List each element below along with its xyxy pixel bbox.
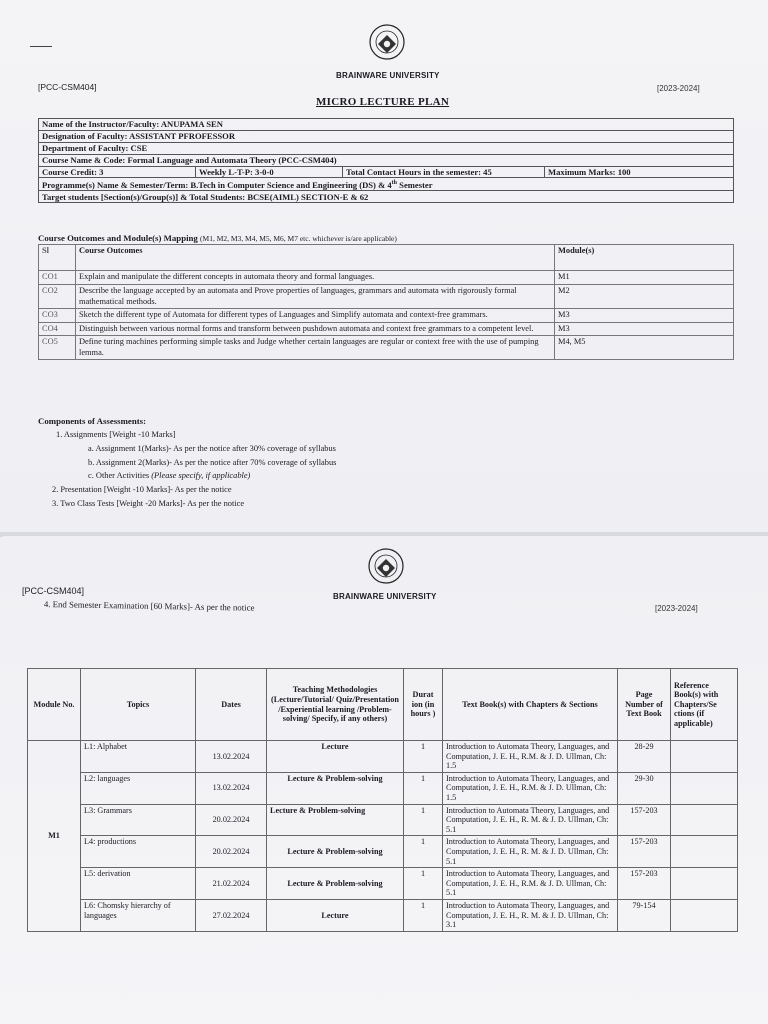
co-header-module: Module(s) [555, 245, 734, 271]
teaching-method: Lecture [267, 899, 404, 931]
total-contact-hours: Total Contact Hours in the semester: 45 [343, 166, 545, 178]
header-text-books: Text Book(s) with Chapters & Sections [443, 669, 618, 741]
page-number: 28-29 [618, 741, 671, 773]
text-book: Introduction to Automata Theory, Languages, and Computation, J. E. H., R.M. & J. D. Ullman, Ch: 1.5 [443, 741, 618, 773]
text-book: Introduction to Automata Theory, Languages, and Computation, J. E. H., R. M. & J. D. Ullman, Ch: 3.1 [443, 899, 618, 931]
course-credit: Course Credit: 3 [39, 166, 196, 178]
teaching-method: Lecture [267, 741, 404, 773]
lecture-date: 27.02.2024 [196, 899, 267, 931]
module-number: M1 [28, 741, 81, 932]
co-sl: CO5 [39, 336, 76, 360]
reference-book [671, 899, 738, 931]
co-module: M3 [555, 309, 734, 323]
topic: L2: languages [81, 772, 196, 804]
duration: 1 [404, 772, 443, 804]
assessments-heading: Components of Assessments: [38, 416, 147, 426]
page-number: 29-30 [618, 772, 671, 804]
lecture-date: 20.02.2024 [196, 804, 267, 836]
duration: 1 [404, 836, 443, 868]
table-row [28, 836, 738, 868]
co-module: M2 [555, 285, 734, 309]
topic: L3: Grammars [81, 804, 196, 836]
table-row [28, 804, 738, 836]
page-title: MICRO LECTURE PLAN [316, 96, 450, 108]
faculty-designation: Designation of Faculty: ASSISTANT PFROFESSOR [39, 130, 734, 142]
university-logo-icon [369, 24, 405, 60]
assessment-subitem: b. Assignment 2(Marks)- As per the notice after 70% coverage of syllabus [88, 457, 337, 467]
programme-text: Programme(s) Name & Semester/Term: B.Tech in Computer Science and Engineering (DS) & 4 [42, 180, 392, 191]
page-number: 79-154 [618, 899, 671, 931]
reference-book [671, 741, 738, 773]
co-sl: CO3 [39, 309, 76, 323]
maximum-marks: Maximum Marks: 100 [545, 166, 734, 178]
table-row [28, 868, 738, 900]
page-two [0, 536, 768, 1024]
target-students: Target students [Section(s)/Group(s)] & Total Students: BCSE(AIML) SECTION-E & 62 [39, 191, 734, 203]
co-heading-note: (M1, M2, M3, M4, M5, M6, M7 etc. whichever is/are applicable) [200, 234, 397, 243]
text-book: Introduction to Automata Theory, Languages, and Computation, J. E. H., R.M. & J. D. Ullman, Ch: 5.1 [443, 868, 618, 900]
assessment-item: 3. Two Class Tests [Weight -20 Marks]- As per the notice [52, 498, 245, 508]
page-number: 157-203 [618, 836, 671, 868]
header-reference-books: Reference Book(s) with Chapters/Se ctions (if applicable) [671, 669, 738, 741]
co-module: M1 [555, 271, 734, 285]
instructor-name: Name of the Instructor/Faculty: ANUPAMA SEN [39, 119, 734, 131]
reference-book [671, 836, 738, 868]
co-module: M4, M5 [555, 336, 734, 360]
course-code: [PCC-CSM404] [22, 586, 85, 596]
header-methodologies: Teaching Methodologies (Lecture/Tutorial/ Quiz/Presentation /Experiential learning /Problem-solving/ Specify, if any others) [267, 669, 404, 741]
text-book: Introduction to Automata Theory, Languages, and Computation, J. E. H., R.M. & J. D. Ullman, Ch: 1.5 [443, 772, 618, 804]
header-topics: Topics [81, 669, 196, 741]
duration: 1 [404, 868, 443, 900]
course-name-code: Course Name & Code: Formal Language and Automata Theory (PCC-CSM404) [39, 154, 734, 166]
academic-year: [2023-2024] [657, 84, 700, 93]
programme-superscript: th [391, 180, 398, 187]
co-heading-text: Course Outcomes and Module(s) Mapping [38, 233, 198, 243]
co-outcome: Distinguish between various normal forms and transform between pushdown automata and context free grammars to a competent level. [76, 322, 555, 336]
assessment-item: 2. Presentation [Weight -10 Marks]- As per the notice [52, 485, 232, 495]
course-outcomes-table [38, 244, 734, 360]
end-sem-exam: 4. End Semester Examination [60 Marks]- As per the notice [43, 598, 255, 613]
assessments-list [52, 428, 337, 511]
assessment-subitem [56, 469, 336, 483]
co-header-sl: Sl [39, 245, 76, 271]
teaching-method: Lecture & Problem-solving [267, 772, 404, 804]
lecture-date: 21.02.2024 [196, 868, 267, 900]
co-sl: CO4 [39, 322, 76, 336]
text-book: Introduction to Automata Theory, Languages, and Computation, J. E. H., R. M. & J. D. Ullman, Ch: 5.1 [443, 836, 618, 868]
co-outcome: Describe the language accepted by an automata and Prove properties of languages, grammars and automata with rigorously formal mathematical methods. [76, 285, 555, 309]
teaching-method: Lecture & Problem-solving [267, 804, 404, 836]
header-page-number: Page Number of Text Book [618, 669, 671, 741]
table-row [28, 899, 738, 931]
university-name: BRAINWARE UNIVERSITY [333, 592, 437, 601]
table-row [28, 741, 738, 773]
table-row [39, 336, 734, 360]
duration: 1 [404, 741, 443, 773]
university-logo-icon [368, 548, 404, 584]
course-code: [PCC-CSM404] [38, 82, 97, 92]
programme-semester [39, 178, 734, 191]
pen-mark [30, 46, 52, 47]
co-sl: CO2 [39, 285, 76, 309]
assessment-subitem: a. Assignment 1(Marks)- As per the notice after 30% coverage of syllabus [88, 443, 336, 453]
topic: L1: Alphabet [81, 741, 196, 773]
duration: 1 [404, 804, 443, 836]
co-outcome: Sketch the different type of Automata for different types of Languages and Simplify automata and context-free grammars. [76, 309, 555, 323]
programme-suffix: Semester [397, 180, 433, 191]
page-number: 157-203 [618, 804, 671, 836]
header-module-no: Module No. [28, 669, 81, 741]
topic: L5: derivation [81, 868, 196, 900]
co-module: M3 [555, 322, 734, 336]
co-header-outcome: Course Outcomes [76, 245, 555, 271]
weekly-ltp: Weekly L-T-P: 3-0-0 [196, 166, 343, 178]
academic-year: [2023-2024] [655, 604, 698, 613]
reference-book [671, 804, 738, 836]
lecture-date: 13.02.2024 [196, 741, 267, 773]
other-activities-label: c. Other Activities [88, 471, 152, 481]
co-sl: CO1 [39, 271, 76, 285]
lecture-date: 20.02.2024 [196, 836, 267, 868]
reference-book [671, 772, 738, 804]
lecture-plan-table [27, 668, 738, 932]
lecture-date: 13.02.2024 [196, 772, 267, 804]
topic: L4: productions [81, 836, 196, 868]
table-row [39, 271, 734, 285]
faculty-department: Department of Faculty: CSE [39, 142, 734, 154]
header-duration: Durat ion (in hours ) [404, 669, 443, 741]
header-dates: Dates [196, 669, 267, 741]
course-info-table [38, 118, 734, 203]
topic: L6: Chomsky hierarchy of languages [81, 899, 196, 931]
page-fold-crease [0, 536, 134, 566]
table-row [39, 322, 734, 336]
co-outcome: Define turing machines performing simple tasks and Judge whether certain languages are regular or context free with the use of pumping lemma. [76, 336, 555, 360]
reference-book [671, 868, 738, 900]
table-row [39, 309, 734, 323]
teaching-method: Lecture & Problem-solving [267, 836, 404, 868]
co-mapping-heading [38, 233, 397, 243]
duration: 1 [404, 899, 443, 931]
assessment-item: 1. Assignments [Weight -10 Marks] [56, 430, 176, 439]
university-name: BRAINWARE UNIVERSITY [336, 71, 440, 80]
table-row [39, 285, 734, 309]
co-outcome: Explain and manipulate the different concepts in automata theory and formal languages. [76, 271, 555, 285]
other-activities-note: (Please specify, if applicable) [151, 471, 251, 481]
page-number: 157-203 [618, 868, 671, 900]
table-row [28, 772, 738, 804]
text-book: Introduction to Automata Theory, Languages, and Computation, J. E. H., R. M. & J. D. Ullman, Ch: 5.1 [443, 804, 618, 836]
teaching-method: Lecture & Problem-solving [267, 868, 404, 900]
